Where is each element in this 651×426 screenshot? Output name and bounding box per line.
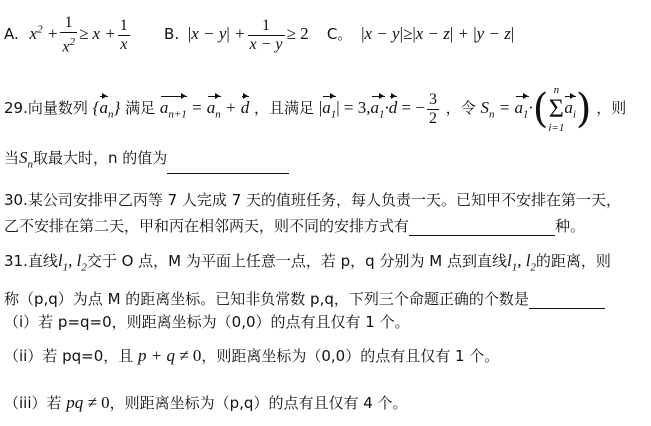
q31-item-3-a: （iii）若	[4, 394, 62, 412]
q31-line-1	[4, 251, 611, 277]
q31-text-1: 31.直线	[4, 252, 58, 270]
q29-line-2	[4, 148, 289, 174]
q29-line-1	[4, 84, 626, 134]
q29-text-2: 满足	[125, 98, 156, 117]
q29-answer-blank[interactable]	[167, 157, 289, 174]
q31-lines-symbol-2: $l_1$, $l_2$	[506, 251, 536, 274]
q31-item-3	[4, 393, 408, 413]
q31-text-2: 交于 O 点，M 为平面上任意一点，若 p，q 分别为 M 点到直线	[86, 252, 507, 270]
q29-line2-a: 当	[4, 149, 20, 167]
q29-text-5: ，则	[596, 98, 627, 117]
q29-line2-b: 取最大时，n 的值为	[33, 149, 168, 167]
option-a-formula: $x^2$ + $\frac{1}{x^2}$ ≥ x + $\frac{1}{x}$	[29, 14, 128, 56]
q31-line-2	[4, 289, 605, 309]
q31-item-2-b: ，则距离坐标为（0,0）的点有且仅有 1 个。	[201, 347, 500, 365]
q30-line-1	[4, 190, 621, 210]
q29-number: 29.	[4, 98, 28, 117]
q29-seq-symbol: $\{a_n\}$	[92, 97, 121, 121]
option-b-formula: |x − y| + $\frac{1}{x - y}$ ≥ 2	[187, 16, 309, 53]
q31-lines-symbol: $l_1$, $l_2$	[57, 251, 87, 274]
q30-text-3: 种。	[555, 217, 586, 235]
q31-item-3-formula: pq ≠ 0	[66, 393, 110, 412]
q31-answer-blank[interactable]	[529, 292, 605, 309]
q29-text-4: ，令	[445, 98, 476, 117]
q31-item-1	[4, 312, 410, 332]
option-b-label: B.	[164, 25, 180, 44]
q29-recurrence: $a_{n+1} = a_n + d$	[160, 98, 249, 117]
option-a-label: A.	[4, 25, 19, 44]
q29-sum-definition: $S_n = a_1\cdot$( n Σ i=1 $a_i$)	[480, 84, 592, 134]
q29-sn-symbol: $S_n$	[19, 148, 34, 171]
q30-line-2	[4, 216, 585, 236]
option-c-label: C。	[326, 25, 353, 44]
q31-item-3-b: ，则距离坐标为（p,q）的点有且仅有 4 个。	[109, 394, 408, 412]
option-c-formula: |x − y|≥|x − z| + |y − z|	[361, 24, 515, 44]
q31-item-2-a: （ii）若 pq=0，且	[4, 347, 134, 365]
q31-item-2	[4, 346, 499, 366]
q29-text-3: ，且满足	[254, 98, 315, 117]
q28-options-line	[4, 14, 514, 56]
q31-text-4: 称（p,q）为点 M 的距离坐标。已知非负常数 p,q，下列三个命题正确的个数是	[4, 290, 529, 308]
q31-item-2-formula: p + q ≠ 0	[138, 346, 202, 365]
q31-text-3: 的距离，则	[535, 252, 611, 270]
q30-text-2: 乙不安排在第二天，甲和丙在相邻两天，则不同的安排方式有	[4, 217, 410, 235]
q29-condition: $|a_1| = 3,a_1\cdot d$ = − $\frac{3}{2}$	[318, 90, 437, 127]
q31-item-1-text: （i）若 p=q=0，则距离坐标为（0,0）的点有且仅有 1 个。	[4, 313, 410, 331]
q30-text-1: 30.某公司安排甲乙丙等 7 人完成 7 天的值班任务，每人负责一天。已知甲不安排在第一天，	[4, 191, 622, 209]
q30-answer-blank[interactable]	[409, 219, 555, 236]
q29-text-1: 向量数列	[27, 98, 88, 117]
